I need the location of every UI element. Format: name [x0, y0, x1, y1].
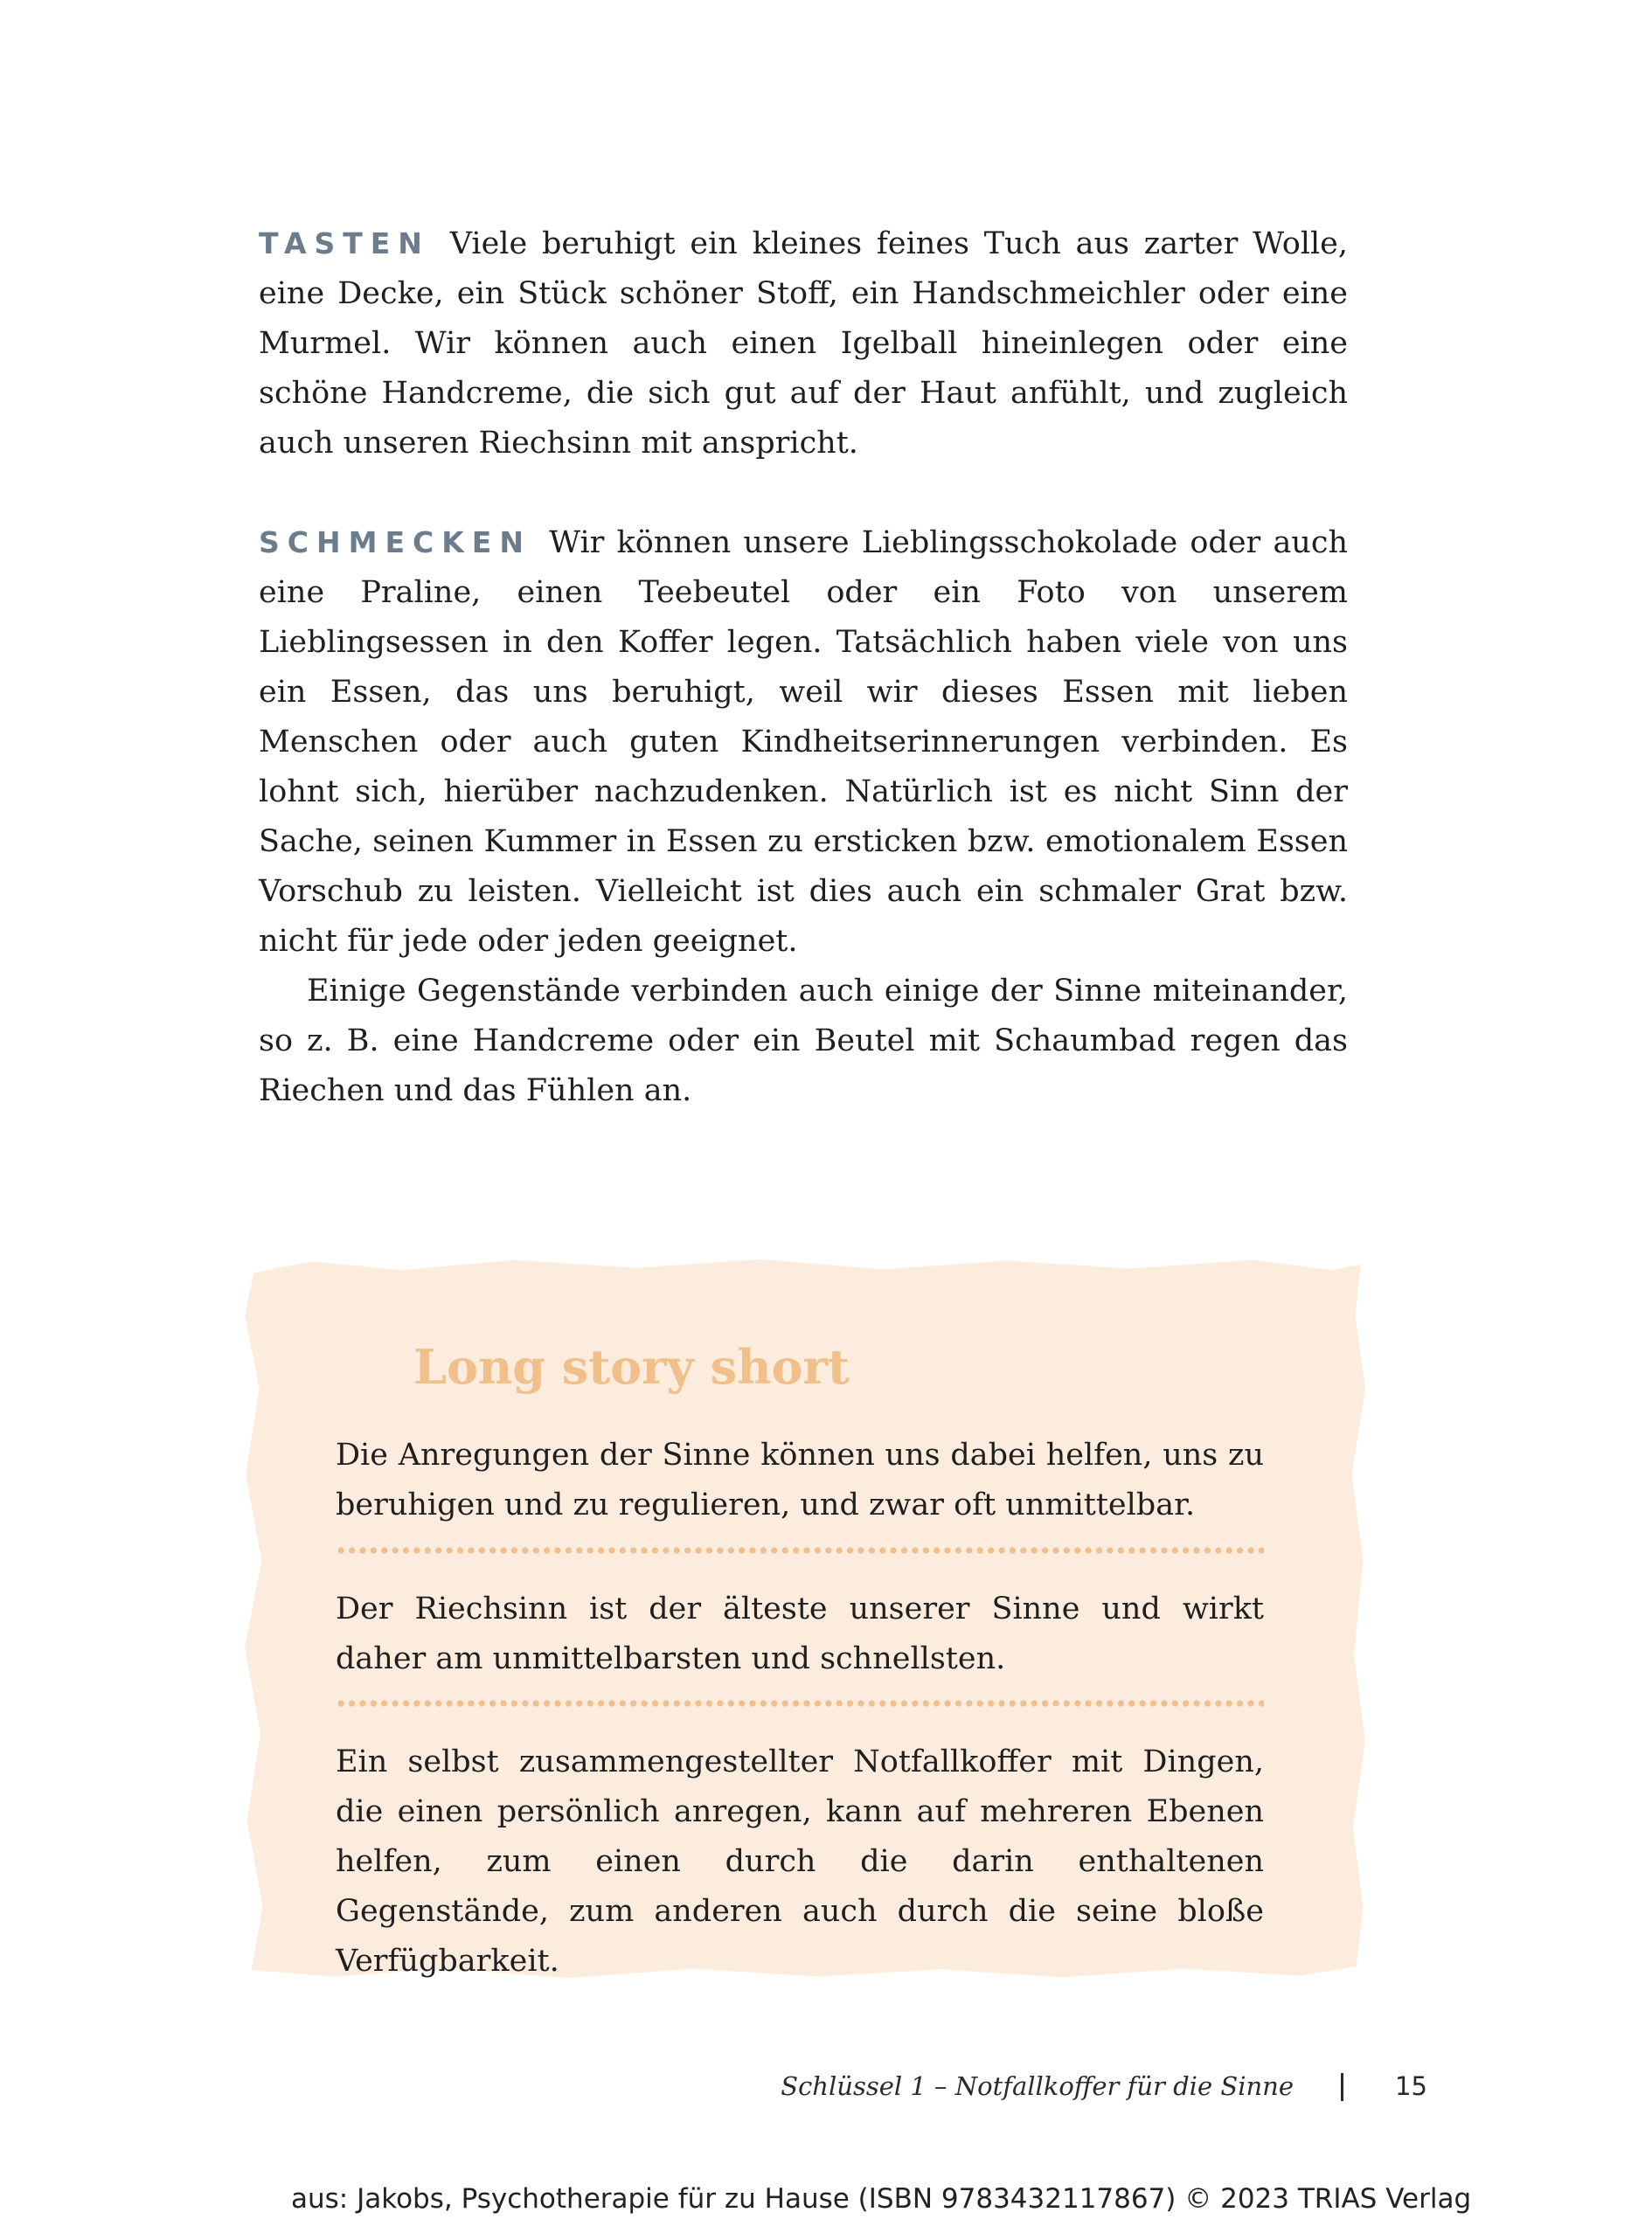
source-note: aus: Jakobs, Psychotherapie für zu Hause (ISBN 9783432117867) © 2023 TRIAS Verlag: [291, 2183, 1472, 2215]
summary-title: Long story short: [413, 1339, 850, 1395]
summary-item: Der Riechsinn ist der älteste unserer Sinne und wirkt daher am unmittelbarsten und schnellsten.: [336, 1592, 1264, 1676]
summary-item: Die Anregungen der Sinne können uns dabei helfen, uns zu beruhigen und zu regulieren, und zwar oft unmittelbar.: [336, 1438, 1264, 1522]
dotted-divider: [336, 1699, 1264, 1708]
section-schmecken: [259, 517, 1348, 1116]
tasten-paragraph: [259, 218, 1348, 468]
schmecken-text: Wir können unsere Lieblingsschokolade oder auch eine Praline, einen Teebeutel oder ein Foto von unserem Lieblingsessen in den Koffer legen. Tatsächlich haben viele von uns ein Essen, das uns beruhigt, weil wir dieses Essen mit lieben Menschen oder auch guten Kindheitserinnerungen verbinden. Es lohnt sich, hierüber nachzudenken. Natürlich ist es nicht Sinn der Sache, seinen Kummer in Essen zu ersticken bzw. emotionalem Essen Vorschub zu leisten. Vielleicht ist dies auch ein schmaler Grat bzw. nicht für jede oder jeden geeignet.: [259, 525, 1348, 959]
footer-separator: [1341, 2073, 1343, 2101]
tasten-text: Viele beruhigt ein kleines feines Tuch aus zarter Wolle, eine Decke, ein Stück schöner Stoff, ein Handschmeichler oder eine Murmel. Wir können auch einen Igelball hineinlegen oder eine schöne Handcreme, die sich gut auf der Haut anfühlt, und zugleich auch unseren Riechsinn mit anspricht.: [259, 226, 1348, 461]
schmecken-paragraph: [259, 517, 1348, 967]
section-tasten: [259, 218, 1348, 468]
keyword-schmecken: SCHMECKEN: [259, 525, 531, 559]
page-number: 15: [1395, 2071, 1427, 2101]
dotted-divider: [336, 1546, 1264, 1555]
running-head: Schlüssel 1 – Notfallkoffer für die Sinne: [781, 2071, 1294, 2101]
summary-item: Ein selbst zusammengestellter Notfallkoffer mit Dingen, die einen persönlich anregen, kann auf mehreren Ebenen helfen, zum einen durch die darin enthaltenen Gegenstände, zum anderen auch durch die seine bloße Verfügbarkeit.: [336, 1744, 1264, 1979]
keyword-tasten: TASTEN: [259, 226, 430, 260]
schmecken-paragraph-2: Einige Gegenstände verbinden auch einige der Sinne miteinander, so z. B. eine Handcreme oder ein Beutel mit Schaumbad regen das Riechen und das Fühlen an.: [259, 974, 1348, 1108]
